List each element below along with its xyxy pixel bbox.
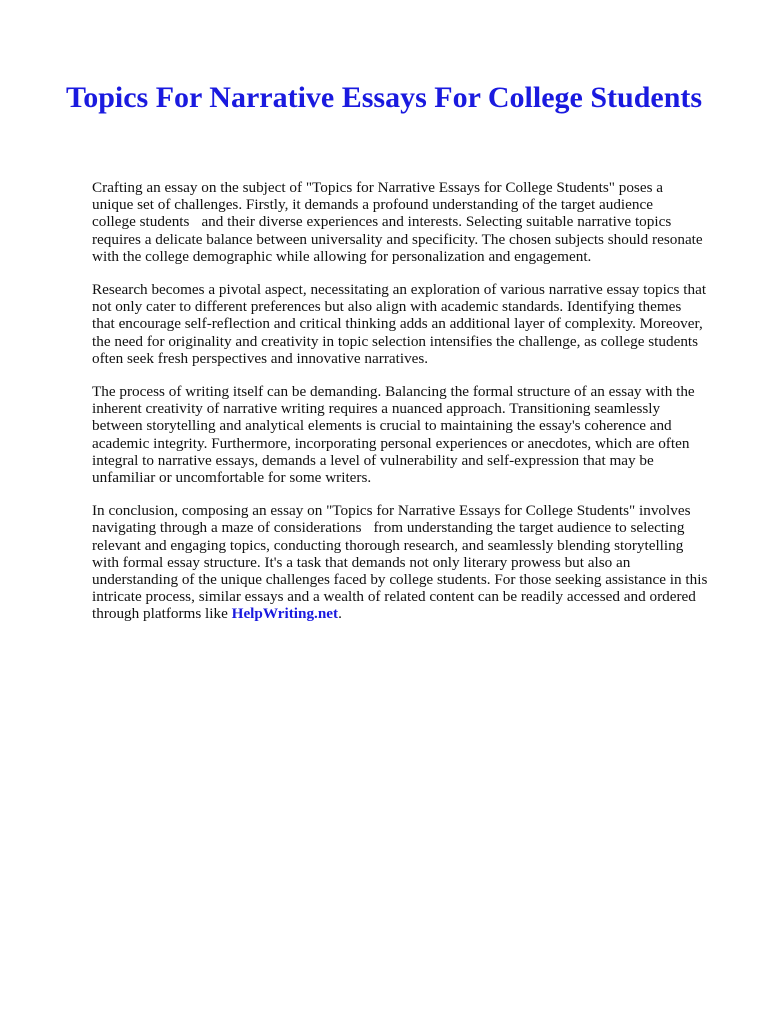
text-line: Research becomes a pivotal aspect, necessitating an exploration of various narrative essay topics that [92, 281, 707, 299]
end-punctuation: . [338, 605, 342, 623]
text-line: with the college demographic while allowing for personalization and engagement. [92, 247, 592, 265]
paragraph-3 [92, 383, 724, 486]
paragraph-4 [92, 502, 724, 622]
text-line: often seek fresh perspectives and innovative narratives. [92, 349, 429, 367]
paragraph-1 [92, 179, 724, 265]
text-line: navigating through a maze of considerations [92, 519, 362, 537]
text-line: that encourage self-reflection and critical thinking adds an additional layer of complexity. Moreover, [92, 315, 703, 333]
text-line: through platforms like [92, 605, 228, 623]
document-body [92, 179, 724, 639]
helpwriting-link[interactable]: HelpWriting.net [231, 605, 339, 623]
text-line: the need for originality and creativity in topic selection intensifies the challenge, as college students [92, 332, 699, 350]
text-line: academic integrity. Furthermore, incorporating personal experiences or anecdotes, which are often [92, 434, 690, 452]
text-line: from understanding the target audience to selecting [373, 519, 685, 537]
text-line: integral to narrative essays, demands a level of vulnerability and self-expression that may be [92, 451, 654, 469]
text-line: inherent creativity of narrative writing requires a nuanced approach. Transitioning seamlessly [92, 400, 661, 418]
text-line: intricate process, similar essays and a wealth of related content can be readily accessed and ordered [92, 588, 696, 606]
text-line: The process of writing itself can be demanding. Balancing the formal structure of an essay with the [92, 383, 695, 401]
text-line: In conclusion, composing an essay on "Topics for Narrative Essays for College Students" involves [92, 502, 691, 520]
text-line: understanding of the unique challenges faced by college students. For those seeking assistance in this [92, 571, 708, 589]
text-line: requires a delicate balance between universality and specificity. The chosen subjects should resonate [92, 230, 703, 248]
text-line: relevant and engaging topics, conducting thorough research, and seamlessly blending storytelling [92, 536, 684, 554]
page-title: Topics For Narrative Essays For College Students [65, 81, 703, 114]
paragraph-2 [92, 281, 724, 367]
text-line: with formal essay structure. It's a task that demands not only literary prowess but also an [92, 553, 631, 571]
text-line: Crafting an essay on the subject of "Topics for Narrative Essays for College Students" poses a [92, 179, 664, 196]
text-line: between storytelling and analytical elements is crucial to maintaining the essay's coherence and [92, 417, 672, 435]
text-line: college students [92, 213, 190, 231]
text-line: and their diverse experiences and interests. Selecting suitable narrative topics [201, 213, 672, 231]
text-line: unique set of challenges. Firstly, it demands a profound understanding of the target audience [92, 196, 653, 214]
text-line: not only cater to different preferences but also align with academic standards. Identifying themes [92, 298, 682, 316]
text-line: unfamiliar or uncomfortable for some writers. [92, 469, 372, 487]
